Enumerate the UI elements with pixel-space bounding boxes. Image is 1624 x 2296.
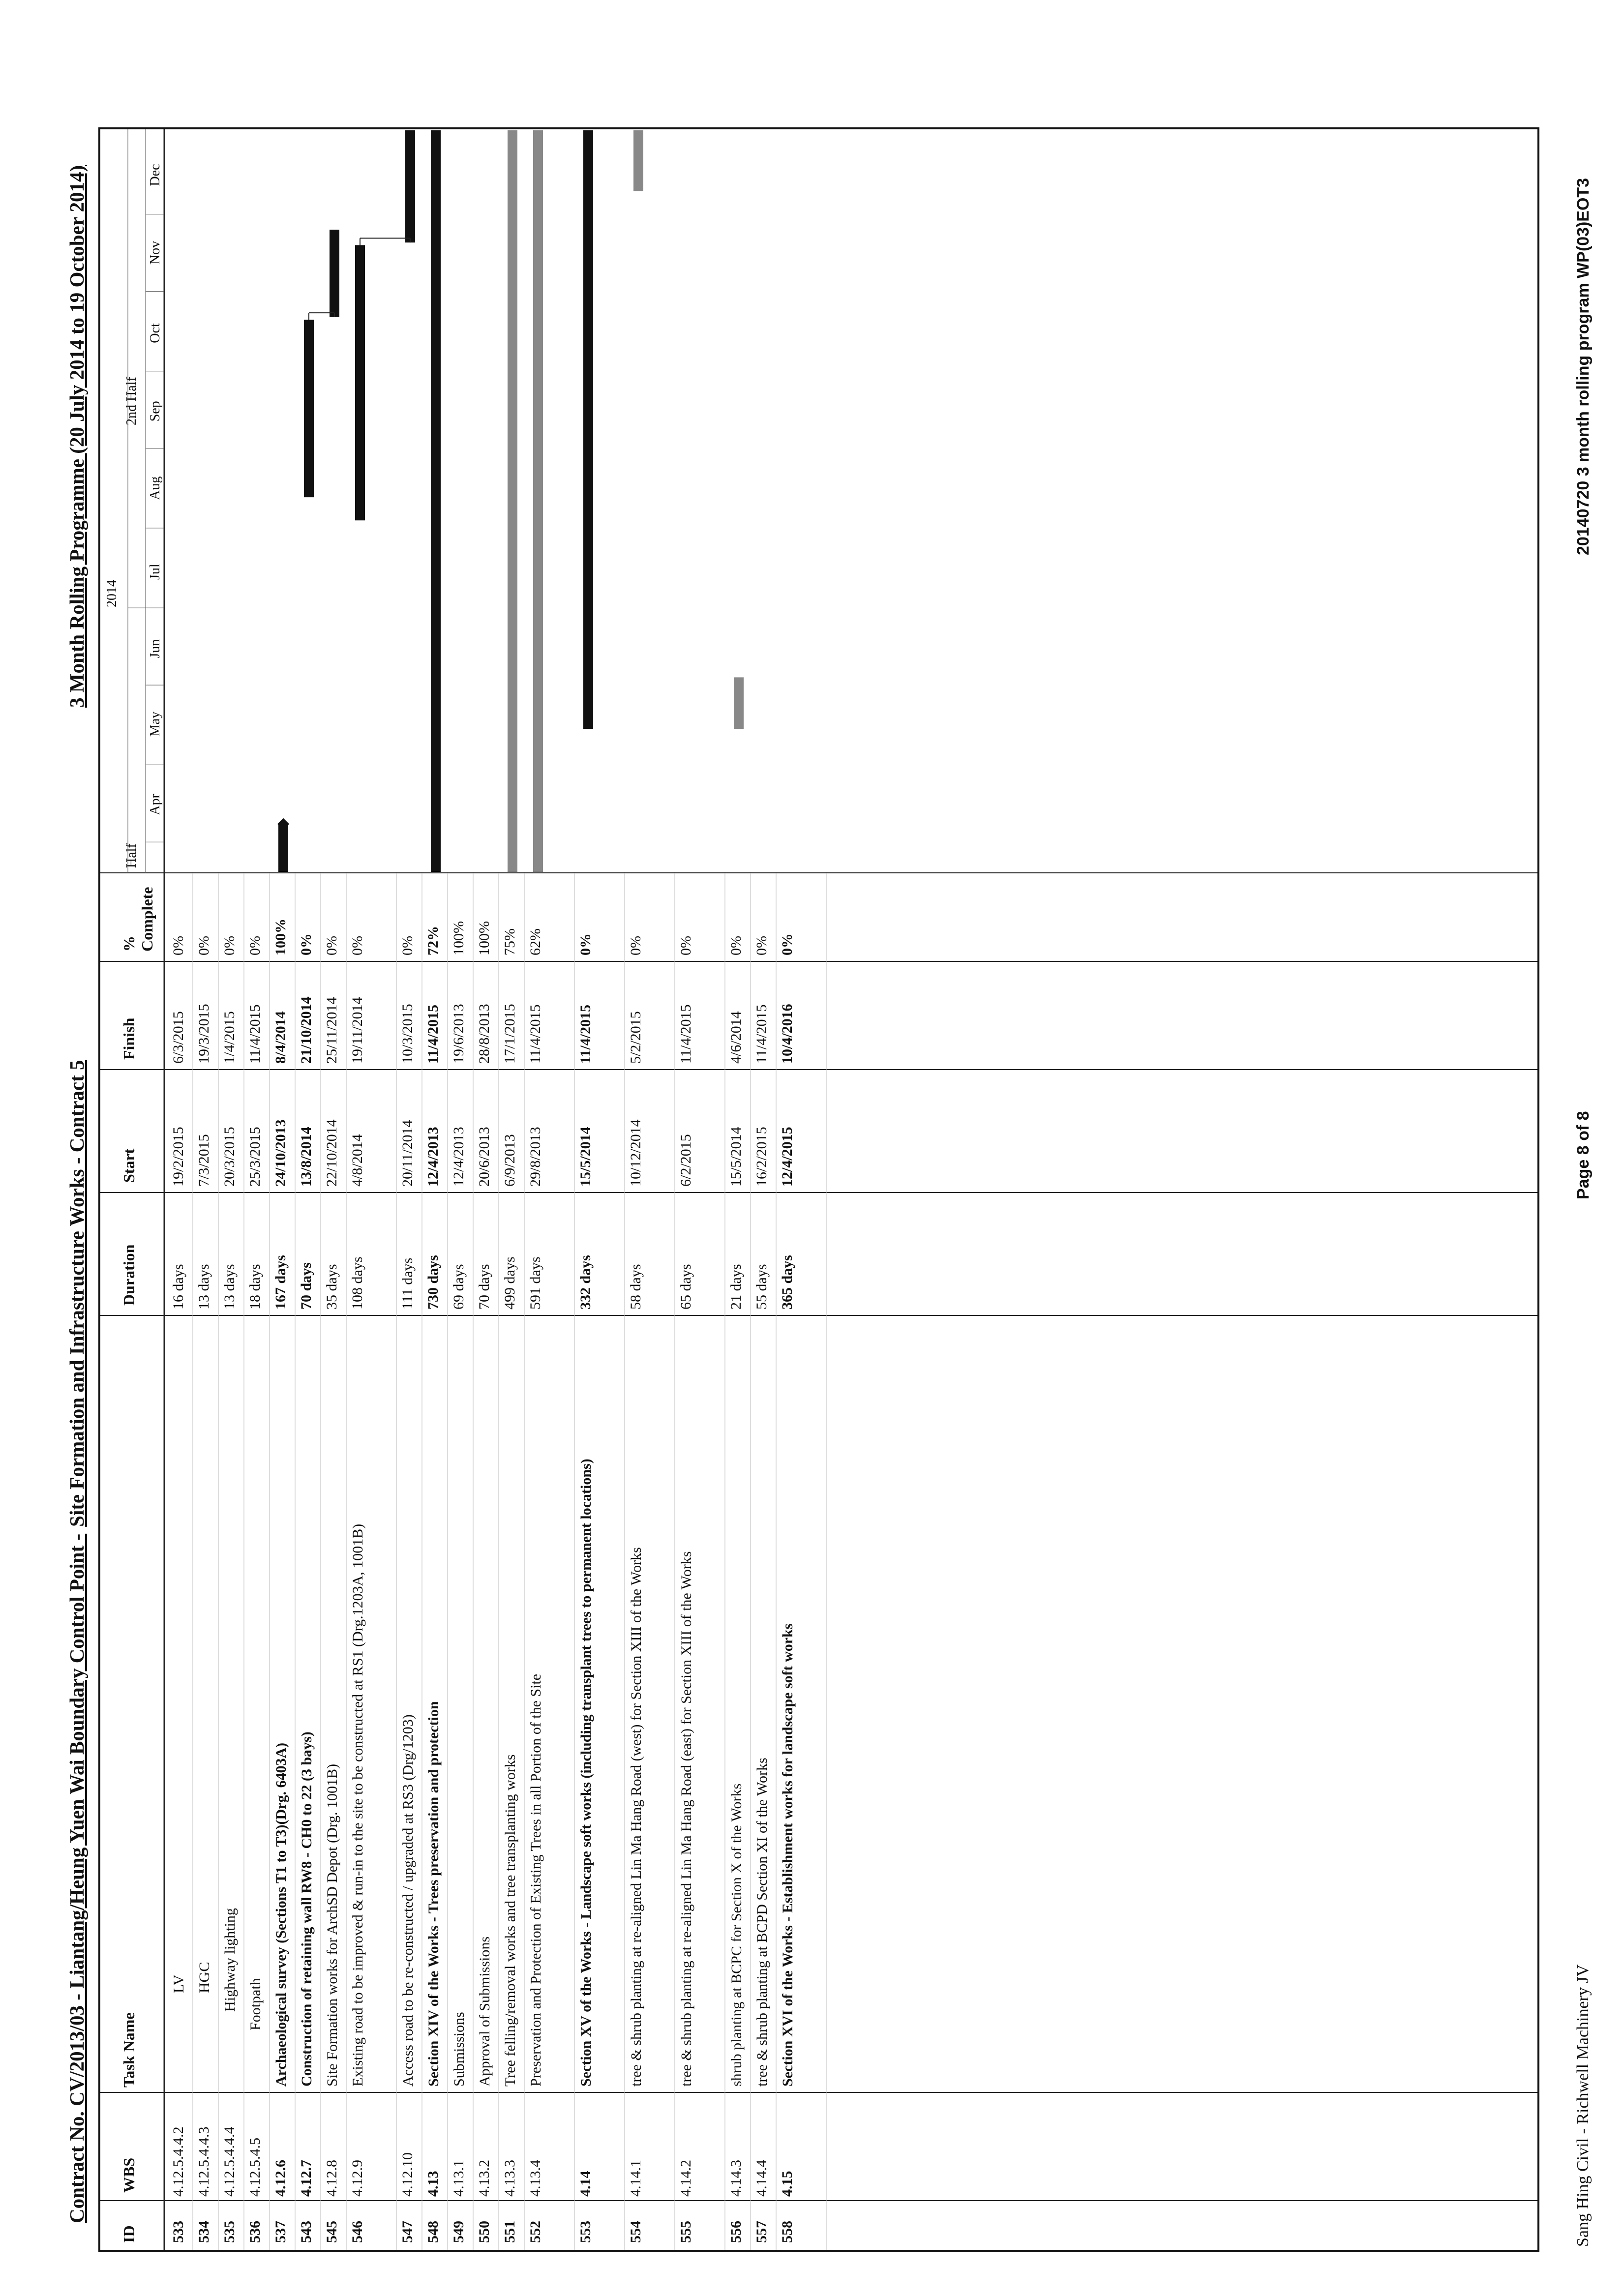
gantt-bar-556 — [734, 677, 744, 729]
task-name: tree & shrub planting at BCPD Section XI of the Works — [754, 1758, 770, 2087]
task-start: 7/3/2015 — [196, 1134, 212, 1187]
task-complete: 0% — [349, 936, 365, 955]
gantt-table — [98, 127, 1539, 2252]
header-complete: % Complete — [120, 887, 156, 952]
task-name: Access road to be re-constructed / upgraded at RS3 (Drg/1203) — [400, 1714, 416, 2087]
task-wbs: 4.13.2 — [476, 2160, 492, 2197]
task-start: 16/2/2015 — [753, 1127, 770, 1187]
task-id: 534 — [196, 2221, 212, 2243]
task-id: 555 — [678, 2221, 694, 2243]
task-finish: 11/4/2015 — [527, 1004, 543, 1064]
task-finish: 11/4/2015 — [425, 1004, 441, 1064]
task-complete: 100% — [476, 921, 492, 955]
task-complete: 0% — [728, 936, 744, 955]
task-start: 13/8/2014 — [298, 1127, 314, 1187]
month-label-dec: Dec — [148, 164, 163, 186]
task-start: 15/5/2014 — [577, 1127, 594, 1187]
task-finish: 19/11/2014 — [349, 997, 365, 1064]
task-finish: 19/6/2013 — [451, 1004, 467, 1064]
task-id: 551 — [502, 2221, 518, 2243]
task-complete: 0% — [678, 936, 694, 955]
timescale-half-right: 2nd Half — [124, 377, 139, 425]
header-task-name: Task Name — [120, 2012, 138, 2087]
task-duration: 591 days — [527, 1256, 543, 1310]
task-id: 548 — [425, 2221, 441, 2243]
task-id: 553 — [577, 2221, 594, 2243]
task-duration: 16 days — [170, 1264, 186, 1310]
task-start: 20/6/2013 — [476, 1127, 492, 1187]
task-duration: 332 days — [577, 1255, 594, 1310]
task-duration: 70 days — [476, 1264, 492, 1310]
task-finish: 17/1/2015 — [502, 1004, 518, 1064]
task-start: 6/2/2015 — [678, 1134, 694, 1187]
month-label-nov: Nov — [148, 240, 163, 265]
task-name: Existing road to be improved & run-in to the site to be constructed at RS1 (Drg.1203A, 1001B) — [350, 1523, 366, 2087]
task-duration: 69 days — [451, 1264, 467, 1310]
header-id: ID — [120, 2225, 138, 2243]
task-id: 554 — [628, 2221, 644, 2243]
task-wbs: 4.14 — [577, 2171, 594, 2197]
task-id: 543 — [298, 2221, 314, 2243]
task-name: Section XVI of the Works - Establishment works for landscape soft works — [780, 1623, 796, 2087]
task-name: Site Formation works for ArchSD Depot (Drg. 1001B) — [324, 1763, 340, 2087]
task-finish: 25/11/2014 — [324, 997, 340, 1064]
task-finish: 19/3/2015 — [196, 1004, 212, 1064]
gantt-bars — [100, 129, 1537, 2250]
task-duration: 58 days — [628, 1264, 644, 1310]
contract-number: Contract No. CV/2013/03 - Liantang/Heung Yuen Wai Boundary Control Point - — [65, 1533, 88, 2223]
task-complete: 0% — [247, 936, 263, 955]
task-complete: 0% — [399, 936, 416, 955]
task-finish: 4/6/2014 — [728, 1011, 744, 1064]
task-name: HGC — [196, 1962, 212, 1993]
gantt-bar-552 — [533, 130, 543, 872]
task-duration: 13 days — [196, 1264, 212, 1310]
task-duration: 35 days — [324, 1264, 340, 1310]
programme-title: 3 Month Rolling Programme (20 July 2014 to 19 October 2014) — [65, 165, 88, 708]
task-duration: 167 days — [272, 1255, 289, 1310]
task-start: 20/3/2015 — [221, 1127, 238, 1187]
task-id: 536 — [247, 2221, 263, 2243]
gantt-bar-537 — [278, 824, 288, 872]
task-wbs: 4.12.5.4.5 — [247, 2138, 263, 2197]
task-start: 20/11/2014 — [399, 1120, 416, 1187]
contract-subtitle: Site Formation and Infrastructure Works - Contract 5 — [65, 1060, 88, 1527]
task-start: 22/10/2014 — [324, 1119, 340, 1187]
task-complete: 0% — [196, 936, 212, 955]
task-id: 545 — [324, 2221, 340, 2243]
task-finish: 21/10/2014 — [298, 996, 314, 1064]
task-wbs: 4.13 — [425, 2171, 441, 2197]
task-finish: 1/4/2015 — [221, 1011, 238, 1064]
task-finish: 6/3/2015 — [170, 1011, 186, 1064]
task-complete: 100% — [451, 921, 467, 955]
task-start: 4/8/2014 — [349, 1134, 365, 1187]
task-complete: 0% — [324, 936, 340, 955]
task-wbs: 4.13.1 — [451, 2160, 467, 2197]
task-name: Archaeological survey (Sections T1 to T3)(Drg. 6403A) — [273, 1742, 289, 2087]
task-id: 552 — [527, 2221, 543, 2243]
task-id: 549 — [451, 2221, 467, 2243]
task-name: Construction of retaining wall RW8 - CH0 to 22 (3 bays) — [299, 1731, 315, 2087]
task-wbs: 4.12.7 — [298, 2160, 314, 2197]
timescale-half-left: Half — [124, 843, 139, 868]
header-finish: Finish — [120, 1017, 138, 1060]
gantt-bar-543 — [304, 320, 314, 497]
gantt-bar-546 — [355, 245, 365, 520]
task-start: 15/5/2014 — [728, 1127, 744, 1187]
task-wbs: 4.12.6 — [272, 2160, 289, 2197]
task-name: Section XV of the Works - Landscape soft works (including transplant trees to permanent locations) — [578, 1459, 594, 2087]
gantt-bar-547 — [405, 130, 415, 242]
contract-title — [65, 1060, 89, 2223]
task-name: tree & shrub planting at re-aligned Lin Ma Hang Road (west) for Section XIII of the Works — [628, 1547, 644, 2087]
task-duration: 365 days — [779, 1255, 795, 1310]
task-wbs: 4.14.3 — [728, 2160, 744, 2197]
task-id: 558 — [779, 2221, 795, 2243]
task-finish: 10/4/2016 — [779, 1004, 795, 1064]
task-name: Footpath — [247, 1978, 264, 2030]
task-complete: 75% — [502, 928, 518, 955]
task-start: 19/2/2015 — [170, 1127, 186, 1187]
footer-file-name: 20140720 3 month rolling program WP(03)EOT3 — [1574, 178, 1593, 555]
task-wbs: 4.12.5.4.4.3 — [196, 2126, 212, 2197]
gantt-bar-554 — [633, 130, 643, 191]
task-duration: 21 days — [728, 1264, 744, 1310]
header-start: Start — [120, 1148, 138, 1183]
task-complete: 0% — [298, 933, 314, 955]
task-complete: 100% — [272, 919, 289, 955]
task-name: Approval of Submissions — [477, 1936, 493, 2087]
gantt-bar-548 — [431, 130, 441, 872]
task-complete: 0% — [628, 936, 644, 955]
task-name: tree & shrub planting at re-aligned Lin Ma Hang Road (east) for Section XIII of the Works — [678, 1551, 694, 2087]
task-name: Highway lighting — [222, 1908, 238, 2012]
task-id: 537 — [272, 2221, 289, 2243]
timescale-year: 2014 — [104, 580, 120, 607]
task-id: 556 — [728, 2221, 744, 2243]
task-finish: 28/8/2013 — [476, 1004, 492, 1064]
task-start: 24/10/2013 — [272, 1119, 289, 1187]
month-label-jul: Jul — [148, 564, 163, 580]
month-label-oct: Oct — [148, 323, 163, 343]
task-id: 547 — [399, 2221, 416, 2243]
task-finish: 11/4/2015 — [753, 1004, 770, 1064]
task-name: Preservation and Protection of Existing Trees in all Portion of the Site — [528, 1673, 544, 2087]
task-finish: 11/4/2015 — [247, 1004, 263, 1064]
month-label-jun: Jun — [148, 639, 163, 658]
gantt-bar-545 — [330, 230, 339, 317]
task-complete: 0% — [753, 936, 770, 955]
task-start: 25/3/2015 — [247, 1127, 263, 1187]
gantt-bar-553 — [583, 130, 593, 729]
task-wbs: 4.12.9 — [349, 2160, 365, 2197]
task-id: 535 — [221, 2221, 238, 2243]
task-name: LV — [171, 1974, 187, 1993]
task-wbs: 4.13.3 — [502, 2160, 518, 2197]
month-label-apr: Apr — [148, 794, 163, 815]
task-finish: 11/4/2015 — [577, 1004, 594, 1064]
task-complete: 0% — [221, 936, 238, 955]
task-duration: 108 days — [349, 1256, 365, 1310]
gantt-bar-551 — [508, 130, 517, 872]
task-start: 6/9/2013 — [502, 1134, 518, 1187]
task-complete: 0% — [779, 933, 795, 955]
task-complete: 0% — [577, 933, 594, 955]
task-wbs: 4.12.10 — [399, 2152, 416, 2197]
task-duration: 55 days — [753, 1264, 770, 1310]
task-start: 29/8/2013 — [527, 1127, 543, 1187]
task-wbs: 4.14.1 — [628, 2160, 644, 2197]
task-complete: 0% — [170, 936, 186, 955]
task-wbs: 4.12.5.4.4.4 — [221, 2126, 238, 2197]
task-name: shrub planting at BCPC for Section X of the Works — [728, 1783, 745, 2087]
task-finish: 5/2/2015 — [628, 1011, 644, 1064]
task-wbs: 4.12.5.4.4.2 — [170, 2126, 186, 2197]
month-label-may: May — [148, 711, 163, 737]
header-wbs: WBS — [120, 2157, 138, 2193]
task-id: 546 — [349, 2221, 365, 2243]
task-complete: 72% — [425, 926, 441, 955]
footer-company: Sang Hing Civil - Richwell Machinery JV — [1574, 1964, 1592, 2247]
task-start: 12/4/2013 — [425, 1127, 441, 1187]
task-complete: 62% — [527, 928, 543, 955]
task-duration: 65 days — [678, 1264, 694, 1310]
task-name: Section XIV of the Works - Trees preservation and protection — [425, 1701, 442, 2087]
task-wbs: 4.14.2 — [678, 2160, 694, 2197]
task-wbs: 4.13.4 — [527, 2160, 543, 2197]
task-start: 12/4/2015 — [779, 1127, 795, 1187]
task-name: Tree felling/removal works and tree transplanting works — [502, 1754, 518, 2087]
footer-page-number: Page 8 of 8 — [1574, 1111, 1593, 1199]
task-finish: 8/4/2014 — [272, 1011, 289, 1064]
task-duration: 730 days — [425, 1255, 441, 1310]
task-duration: 111 days — [399, 1257, 416, 1310]
task-start: 12/4/2013 — [451, 1127, 467, 1187]
task-finish: 11/4/2015 — [678, 1004, 694, 1064]
task-duration: 70 days — [298, 1262, 314, 1310]
task-wbs: 4.15 — [779, 2171, 795, 2197]
month-label-sep: Sep — [148, 401, 163, 422]
task-start: 10/12/2014 — [628, 1119, 644, 1187]
task-wbs: 4.14.4 — [753, 2160, 770, 2197]
task-duration: 499 days — [502, 1256, 518, 1310]
task-id: 557 — [753, 2221, 770, 2243]
header-duration: Duration — [120, 1244, 138, 1306]
task-name: Submissions — [451, 2012, 467, 2087]
task-finish: 10/3/2015 — [399, 1004, 416, 1064]
task-duration: 18 days — [247, 1264, 263, 1310]
month-label-aug: Aug — [148, 476, 163, 500]
task-id: 550 — [476, 2221, 492, 2243]
task-duration: 13 days — [221, 1264, 238, 1310]
task-id: 533 — [170, 2221, 186, 2243]
task-wbs: 4.12.8 — [324, 2160, 340, 2197]
